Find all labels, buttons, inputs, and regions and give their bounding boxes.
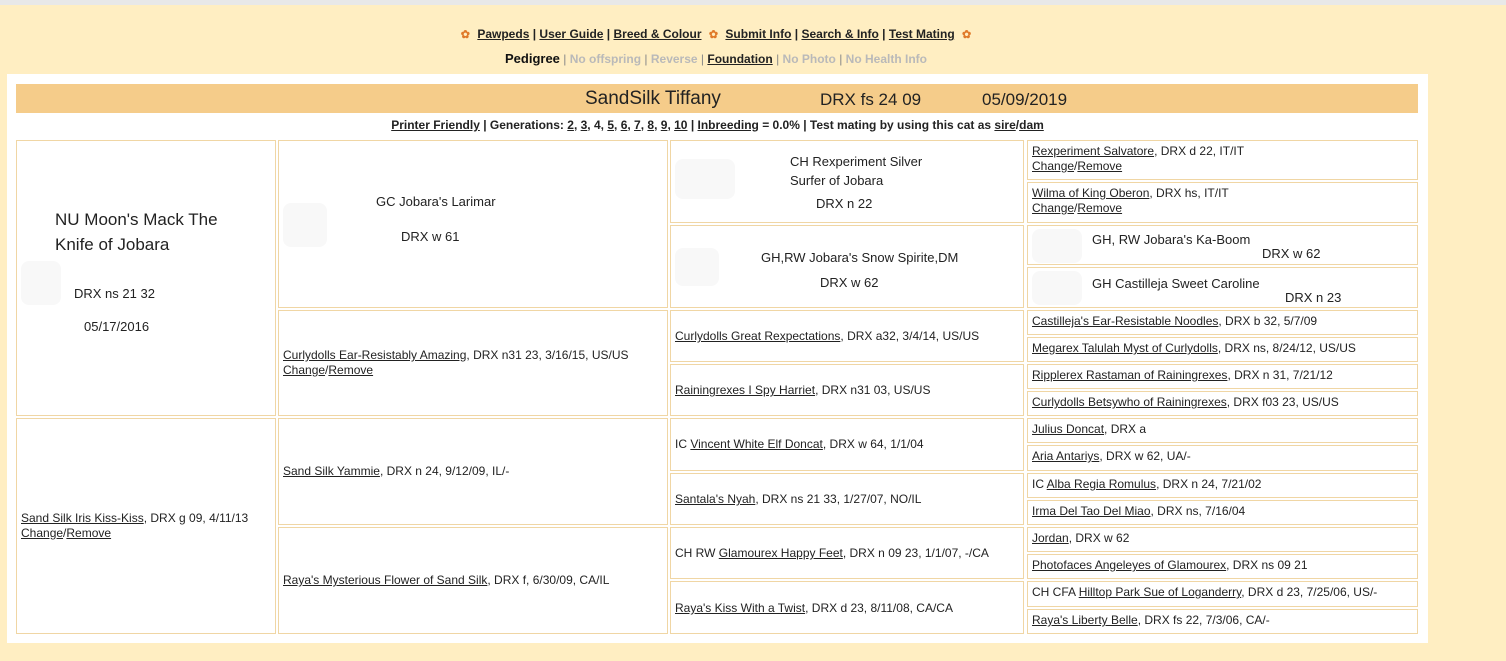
g3-cell-2: [670, 225, 1024, 308]
slash: /: [63, 526, 67, 540]
g4-7-entry: [1032, 368, 1413, 383]
g4-4-name: GH Castilleja Sweet Caroline: [1092, 276, 1260, 291]
g4-cell-2: [1027, 182, 1418, 223]
nav-separator: |: [606, 27, 611, 41]
g4-7-info: , DRX n 31, 7/21/12: [1227, 368, 1333, 382]
g4-2-name-link[interactable]: Wilma of King Oberon: [1032, 186, 1150, 200]
tab-no-photo: No Photo: [782, 52, 836, 66]
sire-ems: DRX ns 21 32: [74, 286, 155, 301]
dam-dam-entry: [283, 573, 609, 588]
g3-7-info: , DRX n 09 23, 1/1/07, -/CA: [842, 546, 989, 560]
g4-14-name-link[interactable]: Photofaces Angeleyes of Glamourex: [1032, 558, 1227, 572]
g4-cell-15: [1027, 581, 1418, 607]
g4-8-info: , DRX f03 23, US/US: [1226, 395, 1339, 409]
g4-7-name-link[interactable]: Ripplerex Rastaman of Rainingrexes: [1032, 368, 1228, 382]
tab-separator: |: [644, 52, 648, 66]
g4-9-name-link[interactable]: Julius Doncat: [1032, 422, 1105, 436]
top-border: [0, 0, 1506, 5]
g4-11-title: IC: [1032, 477, 1047, 491]
g4-cell-1: [1027, 140, 1418, 180]
dam-dam-info: , DRX f, 6/30/09, CA/IL: [487, 573, 610, 587]
tab-reverse: Reverse: [650, 52, 698, 66]
g3-2-name: GH,RW Jobara's Snow Spirite,DM: [761, 250, 959, 265]
paw-icon: ✿: [460, 29, 470, 41]
g3-4-name-link[interactable]: Rainingrexes I Spy Harriet: [675, 383, 816, 397]
g4-9-info: , DRX a: [1104, 422, 1147, 436]
photo-placeholder: [675, 248, 719, 286]
g4-4-ems: DRX n 23: [1285, 290, 1342, 305]
sire-sire-ems: DRX w 61: [401, 229, 460, 244]
g4-cell-6: [1027, 337, 1418, 362]
tab-separator: |: [700, 52, 705, 66]
g3-7-entry: [675, 546, 1019, 561]
cat-ems: DRX fs 24 09: [820, 90, 922, 109]
generation-link-2[interactable]: 2: [567, 118, 574, 132]
g4-cell-16: [1027, 609, 1418, 634]
g3-8-entry: [675, 601, 1019, 616]
slash: /: [1074, 159, 1078, 173]
change-link[interactable]: Change: [21, 526, 64, 540]
nav-submit-info-link[interactable]: Submit Info: [725, 27, 792, 41]
slash: /: [1015, 118, 1020, 132]
dam-name-link[interactable]: Sand Silk Iris Kiss-Kiss: [21, 511, 144, 525]
g3-4-info: , DRX n31 03, US/US: [815, 383, 931, 397]
g4-16-name-link[interactable]: Raya's Liberty Belle: [1032, 613, 1138, 627]
toolbar-separator: |: [687, 118, 698, 132]
generation-link-6[interactable]: 6: [620, 118, 628, 132]
nav-separator: |: [532, 27, 537, 41]
g4-5-info: , DRX b 32, 5/7/09: [1218, 314, 1318, 328]
generation-link-7[interactable]: 7: [634, 118, 641, 132]
inbreeding-value: = 0.0% | Test mating by using this cat as: [758, 118, 995, 132]
change-link[interactable]: Change: [283, 363, 326, 377]
g3-cell-4: [670, 364, 1024, 416]
generation-current-4: 4: [593, 118, 601, 132]
generation-link-3[interactable]: 3: [580, 118, 588, 132]
test-mating-dam-link[interactable]: dam: [1019, 118, 1044, 132]
dam-cell: [16, 418, 276, 634]
g4-10-entry: [1032, 449, 1413, 464]
slash: /: [1074, 201, 1078, 215]
g4-12-entry: [1032, 504, 1413, 519]
generation-link-9[interactable]: 9: [660, 118, 668, 132]
slash: /: [325, 363, 329, 377]
nav-user-guide-link[interactable]: User Guide: [539, 27, 604, 41]
g4-cell-14: [1027, 554, 1418, 579]
test-mating-sire-link[interactable]: sire: [994, 118, 1016, 132]
g4-9-entry: [1032, 422, 1413, 437]
g3-1-ems: DRX n 22: [816, 196, 873, 211]
g4-11-info: , DRX n 24, 7/21/02: [1156, 477, 1262, 491]
g4-8-entry: [1032, 395, 1413, 410]
printer-friendly-link[interactable]: Printer Friendly: [391, 118, 480, 132]
g4-cell-3: [1027, 225, 1418, 265]
dam-dam-name-link[interactable]: Raya's Mysterious Flower of Sand Silk: [283, 573, 488, 587]
g4-1-entry: [1032, 144, 1413, 159]
pedigree-toolbar: Printer Friendly | Generations: 2, 3, 4, 5, 6, 7, 8, 9, 10 | Inbreeding = 0.0% | Test mating by using this cat as sire/dam: [391, 118, 1044, 132]
remove-link[interactable]: Remove: [328, 363, 374, 377]
inbreeding-link[interactable]: Inbreeding: [697, 118, 759, 132]
sire-dam-info: , DRX n31 23, 3/16/15, US/US: [466, 348, 629, 362]
g4-16-info: , DRX fs 22, 7/3/06, CA/-: [1137, 613, 1270, 627]
tab-separator: |: [563, 52, 567, 66]
paw-icon: ✿: [708, 29, 719, 41]
g3-cell-3: [670, 310, 1024, 362]
g4-15-name-link[interactable]: Hilltop Park Sue of Loganderry: [1078, 585, 1242, 599]
g4-15-title: CH CFA: [1032, 585, 1079, 599]
g4-11-name-link[interactable]: Alba Regia Romulus: [1046, 477, 1157, 491]
g4-cell-9: [1027, 418, 1418, 443]
sire-name-line2: Knife of Jobara: [55, 235, 170, 254]
sire-dam-entry: [283, 348, 629, 378]
dam-sire-cell: [278, 418, 668, 525]
g4-5-name-link[interactable]: Castilleja's Ear-Resistable Noodles: [1032, 314, 1219, 328]
g3-6-entry: [675, 492, 1019, 507]
dam-sire-entry: [283, 464, 509, 479]
g3-1-name-line1: CH Rexperiment Silver: [790, 154, 923, 169]
tab-no-health-info: No Health Info: [845, 52, 927, 66]
cat-dob: 05/09/2019: [982, 90, 1068, 109]
tab-separator: |: [776, 52, 780, 66]
g4-15-entry: [1032, 585, 1413, 600]
g3-5-entry: [675, 437, 1019, 452]
tab-no-offspring: No offspring: [569, 52, 642, 66]
g4-2-actions: [1032, 201, 1413, 216]
g4-12-name-link[interactable]: Irma Del Tao Del Miao: [1032, 504, 1151, 518]
paw-icon: ✿: [962, 29, 972, 41]
g4-14-info: , DRX ns 09 21: [1226, 558, 1308, 572]
g4-cell-7: [1027, 364, 1418, 389]
main-nav: [0, 27, 1432, 41]
pedigree-panel: [7, 74, 1428, 643]
g3-5-name-link[interactable]: Vincent White Elf Doncat: [690, 437, 823, 451]
g4-5-entry: [1032, 314, 1413, 329]
sire-name-line1: NU Moon's Mack The: [55, 210, 218, 229]
g3-cell-7: [670, 527, 1024, 579]
nav-separator: |: [794, 27, 799, 41]
change-link[interactable]: Change: [1032, 159, 1075, 173]
g3-1-name-line2: Surfer of Jobara: [790, 173, 884, 188]
nav-search-info-link[interactable]: Search & Info: [801, 27, 879, 41]
g4-cell-10: [1027, 445, 1418, 471]
sire-cell: [16, 140, 276, 416]
generation-link-5[interactable]: 5: [607, 118, 615, 132]
g3-7-title: CH RW: [675, 546, 719, 560]
g4-cell-4: [1027, 267, 1418, 308]
g3-7-name-link[interactable]: Glamourex Happy Feet: [718, 546, 843, 560]
remove-link[interactable]: Remove: [66, 526, 112, 540]
generation-link-8[interactable]: 8: [647, 118, 655, 132]
dam-info: , DRX g 09, 4/11/13: [143, 511, 249, 525]
g4-10-info: , DRX w 62, UA/-: [1099, 449, 1191, 463]
g4-13-entry: [1032, 531, 1413, 546]
g4-6-info: , DRX ns, 8/24/12, US/US: [1217, 341, 1356, 355]
photo-placeholder: [675, 159, 735, 199]
g3-cell-1: [670, 140, 1024, 223]
g3-8-info: , DRX d 23, 8/11/08, CA/CA: [805, 601, 953, 615]
photo-placeholder: [1032, 271, 1082, 305]
generation-link-10[interactable]: 10: [674, 118, 688, 132]
g4-6-name-link[interactable]: Megarex Talulah Myst of Curlydolls: [1032, 341, 1218, 355]
sire-dam-name-link[interactable]: Curlydolls Ear-Resistably Amazing: [283, 348, 467, 362]
nav-separator: |: [882, 27, 886, 41]
g4-1-name-link[interactable]: Rexperiment Salvatore: [1032, 144, 1155, 158]
g4-16-entry: [1032, 613, 1413, 628]
tab-foundation[interactable]: Foundation: [707, 52, 773, 66]
g3-5-title: IC: [675, 437, 691, 451]
sire-dam-cell: [278, 310, 668, 416]
cat-name: SandSilk Tiffany: [585, 88, 721, 109]
g3-6-name-link[interactable]: Santala's Nyah: [675, 492, 756, 506]
tab-pedigree: Pedigree: [504, 51, 560, 66]
g3-cell-6: [670, 473, 1024, 525]
dam-sire-name-link[interactable]: Sand Silk Yammie: [283, 464, 380, 478]
g4-cell-5: [1027, 310, 1418, 335]
g4-8-name-link[interactable]: Curlydolls Betsywho of Rainingrexes: [1032, 395, 1227, 409]
g4-1-actions: [1032, 159, 1413, 174]
dam-entry: [21, 511, 248, 541]
remove-link[interactable]: Remove: [1077, 201, 1123, 215]
g4-2-info: , DRX hs, IT/IT: [1149, 186, 1229, 200]
g4-cell-13: [1027, 527, 1418, 552]
cat-title-bar: [16, 84, 1418, 113]
tab-separator: |: [839, 52, 843, 66]
g4-13-name-link[interactable]: Jordan: [1032, 531, 1069, 545]
g4-13-info: , DRX w 62: [1068, 531, 1130, 545]
g3-2-ems: DRX w 62: [820, 275, 879, 290]
g4-3-ems: DRX w 62: [1262, 246, 1321, 261]
sire-name: [55, 207, 218, 257]
g4-15-info: , DRX d 23, 7/25/06, US/-: [1241, 585, 1378, 599]
nav-test-mating-link[interactable]: Test Mating: [888, 27, 955, 41]
g3-cell-8: [670, 581, 1024, 634]
g4-3-name: GH, RW Jobara's Ka-Boom: [1092, 232, 1251, 247]
generations-label: | Generations:: [479, 118, 568, 132]
sire-sire-name: GC Jobara's Larimar: [376, 194, 496, 209]
g4-11-entry: [1032, 477, 1413, 492]
view-tabs: [0, 51, 1432, 66]
g4-10-name-link[interactable]: Aria Antariys: [1032, 449, 1100, 463]
nav-pawpeds-link[interactable]: Pawpeds: [477, 27, 530, 41]
change-link[interactable]: Change: [1032, 201, 1075, 215]
g4-2-entry: [1032, 186, 1413, 201]
g3-5-info: , DRX w 64, 1/1/04: [822, 437, 924, 451]
g3-cell-5: [670, 418, 1024, 471]
sire-sire-cell: [278, 140, 668, 308]
photo-placeholder: [21, 261, 61, 305]
g4-12-info: , DRX ns, 7/16/04: [1150, 504, 1246, 518]
g3-3-entry: [675, 329, 1019, 344]
photo-placeholder: [1032, 229, 1082, 263]
g4-cell-12: [1027, 500, 1418, 525]
nav-breed-colour-link[interactable]: Breed & Colour: [613, 27, 702, 41]
g4-14-entry: [1032, 558, 1413, 573]
g3-6-info: , DRX ns 21 33, 1/27/07, NO/IL: [755, 492, 922, 506]
g3-8-name-link[interactable]: Raya's Kiss With a Twist: [675, 601, 806, 615]
dam-sire-info: , DRX n 24, 9/12/09, IL/-: [379, 464, 510, 478]
photo-placeholder: [283, 203, 327, 247]
remove-link[interactable]: Remove: [1077, 159, 1123, 173]
g4-1-info: , DRX d 22, IT/IT: [1154, 144, 1245, 158]
sire-dob: 05/17/2016: [84, 319, 150, 334]
g3-4-entry: [675, 383, 1019, 398]
g4-cell-8: [1027, 391, 1418, 416]
g4-6-entry: [1032, 341, 1413, 356]
g4-cell-11: [1027, 473, 1418, 498]
dam-dam-cell: [278, 527, 668, 634]
g3-1-name: [790, 152, 922, 190]
g3-3-name-link[interactable]: Curlydolls Great Rexpectations: [675, 329, 841, 343]
g3-3-info: , DRX a32, 3/4/14, US/US: [840, 329, 980, 343]
